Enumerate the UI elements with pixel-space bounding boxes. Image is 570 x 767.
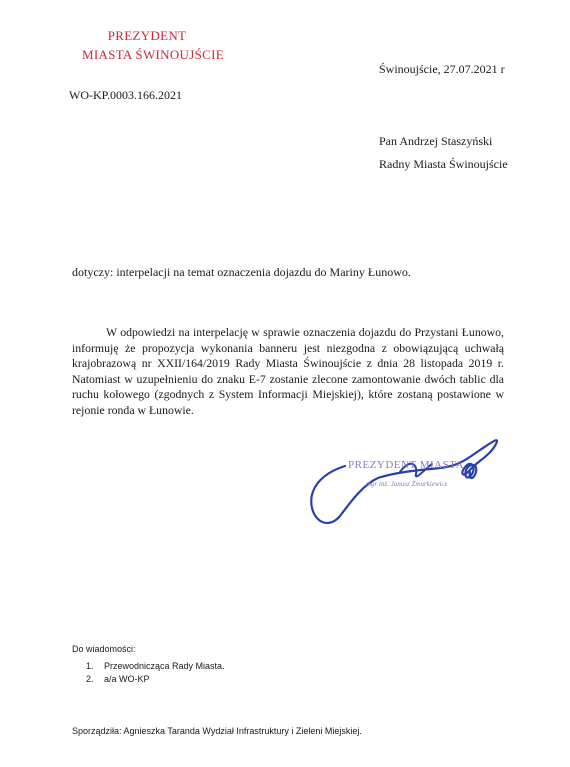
recipient-block bbox=[379, 130, 508, 176]
letter-body: W odpowiedzi na interpelację w sprawie oznaczenia dojazdu do Przystani Łunowo, informuję że propozycja wykonania banneru jest niezgodna z obowiązującą uchwałą krajobrazową nr XXII/164/2019 Rady Miasta Świnoujście z dnia 28 listopada 2019 r. Natomiast w uzupełnieniu do znaku E-7 zostanie zlecone zamontowanie dwóch tablic dla ruchu kołowego (zgodnych z System Informacji Miejskiej), które zostaną postawione w rejonie ronda w Łunowie. bbox=[72, 325, 504, 417]
subject-line: dotyczy: interpelacji na temat oznaczenia dojazdu do Mariny Łunowo. bbox=[72, 265, 411, 279]
signature-stamp-line-2: mgr inż. Janusz Żmurkiewicz bbox=[366, 480, 448, 488]
signature-block bbox=[300, 428, 530, 548]
list-item bbox=[86, 660, 225, 673]
list-item-text: a/a WO-KP bbox=[104, 674, 150, 684]
list-item bbox=[86, 673, 225, 686]
cc-title: Do wiadomości: bbox=[72, 644, 136, 654]
list-item-number: 1. bbox=[86, 661, 94, 671]
cc-list bbox=[86, 660, 225, 686]
place-and-date: Świnoujście, 27.07.2021 r bbox=[379, 62, 505, 76]
stamp-line-1: PREZYDENT bbox=[107, 28, 187, 43]
recipient-title: Radny Miasta Świnoujście bbox=[379, 157, 508, 171]
list-item-text: Przewodnicząca Rady Miasta. bbox=[104, 661, 225, 671]
stamp-line-2: MIASTA ŚWINOUJŚCIE bbox=[82, 47, 224, 62]
recipient-name: Pan Andrzej Staszyński bbox=[379, 134, 493, 148]
reference-number: WO-KP.0003.166.2021 bbox=[69, 88, 182, 102]
header-stamp bbox=[82, 26, 224, 64]
list-item-number: 2. bbox=[86, 674, 94, 684]
signature-stamp-line-1: PREZYDENT MIASTA bbox=[348, 459, 465, 471]
prepared-by: Sporządziła: Agnieszka Taranda Wydział Infrastruktury i Zieleni Miejskiej. bbox=[72, 726, 362, 736]
